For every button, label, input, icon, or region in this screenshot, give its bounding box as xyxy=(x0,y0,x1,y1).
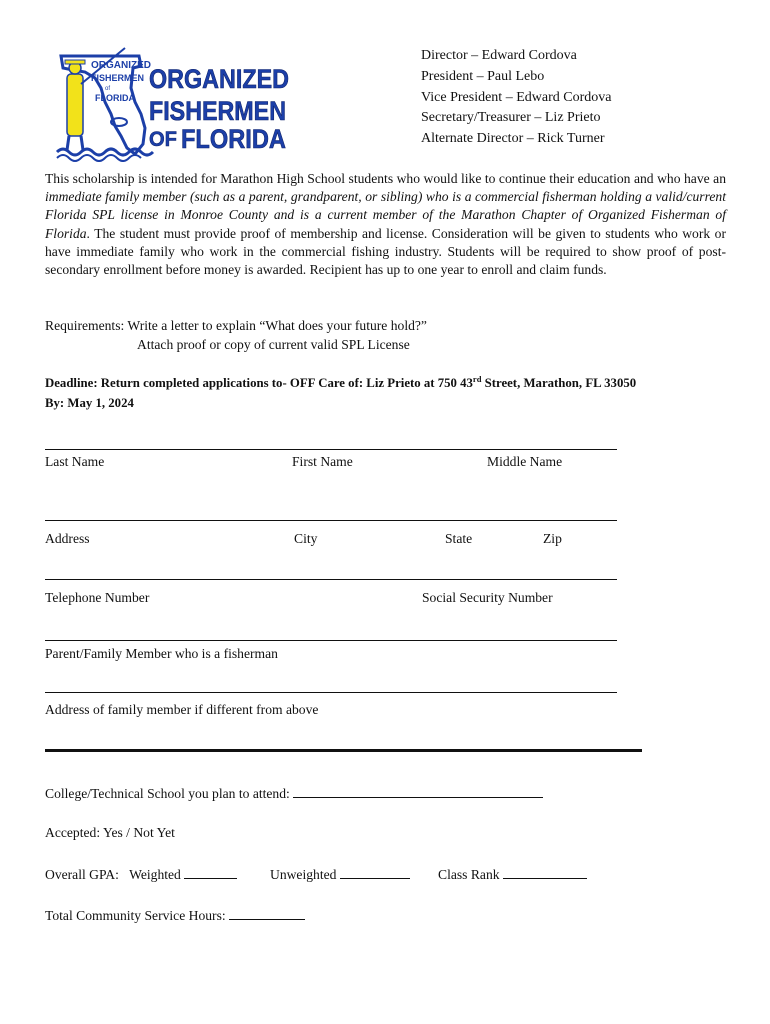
svg-text:FLORIDA: FLORIDA xyxy=(181,124,286,154)
officer-vice-president: Vice President – Edward Cordova xyxy=(421,89,612,105)
officers-list xyxy=(421,46,611,150)
deadline-date: By: May 1, 2024 xyxy=(45,395,134,410)
organization-logo xyxy=(55,44,305,162)
college-input[interactable] xyxy=(293,785,543,798)
family-address-line[interactable] xyxy=(45,692,617,693)
weighted-gpa-input[interactable] xyxy=(184,866,237,879)
address-line[interactable] xyxy=(45,520,617,521)
parent-fisherman-label: Parent/Family Member who is a fisherman xyxy=(45,646,278,661)
deadline xyxy=(45,374,636,413)
intro-text-1: This scholarship is intended for Marathon High School students who would like to continue their education and who have an xyxy=(45,171,726,186)
middle-name-label: Middle Name xyxy=(487,454,563,469)
intro-text-2: . The student must provide proof of membership and license. Consideration will be given to students who work or have immediate family who work in the commercial fishing industry. Students will be required to show proof of post-secondary enrollment before money is awarded. Recipient has up to one year to enroll and claim funds. xyxy=(45,225,726,278)
svg-text:ORGANIZED: ORGANIZED xyxy=(149,64,289,94)
state-label: State xyxy=(445,531,473,546)
parent-fisherman-line[interactable] xyxy=(45,640,617,641)
intro-paragraph xyxy=(45,170,726,279)
family-address-entry-line[interactable] xyxy=(45,749,642,752)
zip-label: Zip xyxy=(543,531,562,546)
officer-secretary-treasurer: Secretary/Treasurer – Liz Prieto xyxy=(421,110,601,126)
deadline-address: Deadline: Return completed applications to- OFF Care of: Liz Prieto at 750 43rd Street, Marathon, FL 33050 xyxy=(45,374,637,390)
name-line[interactable] xyxy=(45,449,617,450)
unweighted-gpa-input[interactable] xyxy=(340,866,410,879)
accepted-label: Accepted: Yes / Not Yet xyxy=(45,825,175,840)
intro-italic-text: immediate family member (such as a parent, grandparent, or sibling) who is a commercial fisherman holding a valid/current Florida SPL license in Monroe County and is a current member of the Marathon Chapter of Organized Fisherman of Florida xyxy=(45,189,726,241)
last-name-label: Last Name xyxy=(45,454,105,469)
college-label: College/Technical School you plan to attend: xyxy=(45,785,543,802)
svg-text:ORGANIZED: ORGANIZED xyxy=(91,60,151,71)
svg-text:OF: OF xyxy=(149,128,178,151)
svg-text:FISHERMEN: FISHERMEN xyxy=(149,96,286,126)
svg-text:FISHERMEN: FISHERMEN xyxy=(91,73,145,83)
requirement-letter: Requirements: Write a letter to explain “What does your future hold?” xyxy=(45,318,427,333)
service-hours-input[interactable] xyxy=(229,907,305,920)
ssn-label: Social Security Number xyxy=(422,590,553,605)
telephone-line[interactable] xyxy=(45,579,617,580)
city-label: City xyxy=(294,531,318,546)
officer-director: Director – Edward Cordova xyxy=(421,48,577,63)
unweighted-row: Unweighted xyxy=(270,866,410,883)
class-rank-row: Class Rank xyxy=(438,866,587,883)
officer-alternate-director: Alternate Director – Rick Turner xyxy=(421,131,605,147)
service-hours-row: Total Community Service Hours: xyxy=(45,907,305,924)
officer-president: President – Paul Lebo xyxy=(421,68,545,84)
requirement-license: Attach proof or copy of current valid SPL License xyxy=(137,337,410,352)
waves-icon xyxy=(57,149,153,155)
gpa-row: Overall GPA: Weighted xyxy=(45,866,237,883)
svg-text:FLORIDA: FLORIDA xyxy=(95,93,135,103)
svg-text:of: of xyxy=(105,86,111,92)
first-name-label: First Name xyxy=(292,454,353,469)
address-label: Address xyxy=(45,531,90,546)
class-rank-input[interactable] xyxy=(503,866,587,879)
family-address-label: Address of family member if different from above xyxy=(45,702,319,717)
telephone-label: Telephone Number xyxy=(45,590,150,605)
requirements xyxy=(45,316,427,354)
